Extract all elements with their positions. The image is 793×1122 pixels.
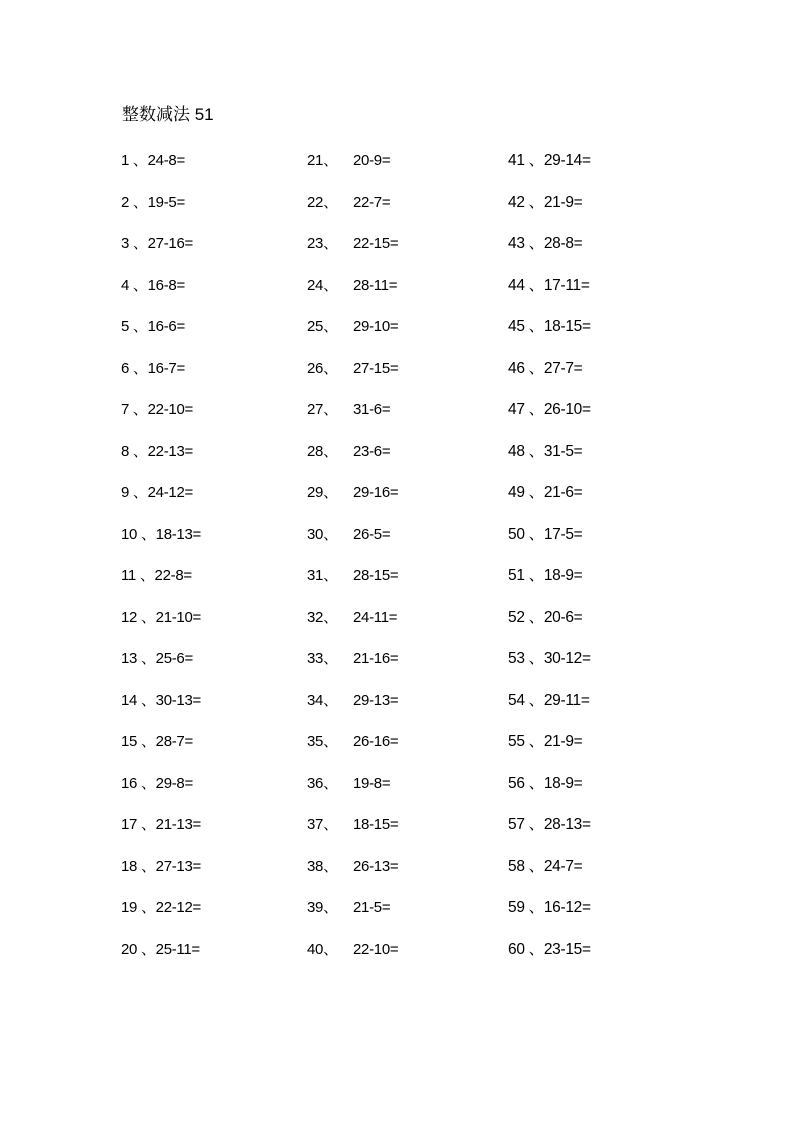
problem-number: 3 、	[121, 235, 148, 252]
problem-number: 1 、	[121, 152, 148, 169]
problem-row	[307, 151, 398, 193]
problem-row	[121, 359, 201, 401]
problem-row	[121, 566, 201, 608]
problem-number: 60 、	[508, 940, 544, 958]
problem-number: 54 、	[508, 691, 544, 709]
problem-expression: 21-9=	[543, 193, 583, 211]
problem-expression: 27-7=	[543, 359, 583, 377]
problem-number: 14 、	[121, 691, 156, 709]
problem-expression: 18-9=	[543, 774, 583, 792]
problem-expression: 31-5=	[543, 442, 583, 460]
problem-expression: 19-8=	[353, 774, 391, 792]
problem-expression: 30-13=	[155, 691, 201, 709]
problem-row	[121, 400, 201, 442]
problem-expression: 21-5=	[353, 899, 391, 916]
problem-expression: 22-7=	[353, 193, 391, 211]
problem-expression: 18-13=	[155, 525, 201, 543]
problem-number: 26、	[307, 359, 338, 377]
problem-row	[508, 483, 591, 525]
problem-number: 8 、	[121, 442, 148, 460]
problem-expression: 18-15=	[543, 318, 591, 335]
problem-row	[307, 691, 398, 733]
problem-row	[307, 608, 398, 650]
problem-expression: 30-12=	[543, 650, 591, 667]
problem-expression: 21-6=	[543, 484, 583, 501]
problem-number: 39、	[307, 899, 338, 916]
problem-number: 55 、	[508, 733, 544, 750]
problem-number: 28、	[307, 442, 338, 460]
problem-row	[508, 400, 591, 442]
problem-row	[307, 898, 398, 940]
problem-number: 6 、	[121, 359, 148, 377]
problem-row	[307, 566, 398, 608]
problem-expression: 19-5=	[147, 193, 185, 211]
problem-number: 56 、	[508, 774, 544, 792]
problem-row	[307, 442, 398, 484]
problem-number: 21、	[307, 152, 338, 169]
problem-expression: 21-10=	[155, 608, 201, 626]
problem-expression: 16-7=	[147, 359, 185, 377]
problem-row	[508, 525, 591, 567]
problem-expression: 28-15=	[353, 567, 399, 584]
problem-expression: 31-6=	[353, 401, 391, 418]
problem-column-1	[121, 151, 201, 981]
problem-expression: 28-7=	[155, 733, 193, 750]
problem-expression: 22-15=	[353, 235, 399, 252]
problem-expression: 25-11=	[155, 940, 200, 958]
problem-number: 4 、	[121, 276, 148, 294]
worksheet-title: 整数减法 51	[122, 105, 214, 124]
problem-number: 15 、	[121, 733, 156, 750]
problem-expression: 24-12=	[147, 484, 193, 501]
problem-number: 23、	[307, 235, 338, 252]
problem-row	[307, 774, 398, 816]
problem-expression: 18-15=	[353, 816, 399, 833]
problem-number: 34、	[307, 691, 338, 709]
problem-column-3	[508, 151, 591, 981]
problem-expression: 16-12=	[543, 899, 591, 916]
problem-row	[307, 815, 398, 857]
problem-expression: 29-13=	[353, 691, 399, 709]
problem-row	[121, 483, 201, 525]
problem-expression: 27-13=	[155, 857, 201, 875]
problem-row	[307, 193, 398, 235]
problem-row	[508, 732, 591, 774]
problem-number: 30、	[307, 525, 338, 543]
problem-expression: 17-11=	[543, 276, 590, 294]
problem-number: 18 、	[121, 857, 156, 875]
problem-number: 12 、	[121, 608, 156, 626]
problem-row	[307, 525, 398, 567]
problem-number: 53 、	[508, 650, 544, 667]
problem-expression: 16-8=	[147, 276, 185, 294]
problem-number: 51 、	[508, 567, 544, 584]
problem-expression: 28-13=	[543, 816, 591, 833]
problem-number: 48 、	[508, 442, 544, 460]
problem-expression: 22-10=	[147, 401, 193, 418]
problem-row	[508, 234, 591, 276]
problem-number: 44 、	[508, 276, 544, 294]
problem-row	[508, 898, 591, 940]
problem-number: 59 、	[508, 899, 544, 916]
problem-number: 47 、	[508, 401, 544, 418]
problem-row	[307, 234, 398, 276]
problem-row	[121, 732, 201, 774]
problem-number: 17 、	[121, 816, 156, 833]
problem-expression: 20-9=	[353, 152, 391, 169]
problem-row	[508, 566, 591, 608]
problem-number: 46 、	[508, 359, 544, 377]
problem-row	[121, 649, 201, 691]
problem-expression: 24-8=	[147, 152, 185, 169]
problem-row	[508, 691, 591, 733]
problem-expression: 29-11=	[543, 691, 590, 709]
problem-number: 2 、	[121, 193, 148, 211]
problem-row	[307, 732, 398, 774]
problem-number: 45 、	[508, 318, 544, 335]
problem-row	[307, 483, 398, 525]
problem-row	[121, 234, 201, 276]
problem-number: 11 、	[121, 567, 155, 584]
problem-number: 40、	[307, 940, 338, 958]
problem-row	[508, 857, 591, 899]
problem-row	[508, 276, 591, 318]
problem-row	[508, 193, 591, 235]
problem-row	[121, 193, 201, 235]
problem-number: 33、	[307, 650, 338, 667]
problem-expression: 22-10=	[353, 940, 399, 958]
problem-number: 38、	[307, 857, 338, 875]
problem-row	[121, 691, 201, 733]
problem-number: 24、	[307, 276, 338, 294]
problem-expression: 29-14=	[543, 152, 591, 169]
problem-expression: 16-6=	[147, 318, 185, 335]
problem-row	[307, 649, 398, 691]
problem-number: 20 、	[121, 940, 156, 958]
problem-number: 52 、	[508, 608, 544, 626]
problem-expression: 23-15=	[543, 940, 591, 958]
problem-row	[307, 276, 398, 318]
problem-expression: 27-16=	[147, 235, 193, 252]
problem-expression: 26-16=	[353, 733, 399, 750]
problem-number: 42 、	[508, 193, 544, 211]
problem-row	[121, 442, 201, 484]
problem-expression: 21-13=	[155, 816, 201, 833]
problem-number: 10 、	[121, 525, 156, 543]
problem-expression: 27-15=	[353, 359, 399, 377]
problem-row	[307, 857, 398, 899]
problem-row	[121, 151, 201, 193]
problem-row	[121, 815, 201, 857]
problem-expression: 28-11=	[353, 276, 398, 294]
problem-row	[121, 608, 201, 650]
problem-number: 9 、	[121, 484, 148, 501]
problem-row	[121, 940, 201, 982]
problem-number: 22、	[307, 193, 338, 211]
problem-row	[508, 649, 591, 691]
problem-row	[307, 940, 398, 982]
problem-row	[508, 442, 591, 484]
problem-expression: 17-5=	[543, 525, 583, 543]
problem-row	[508, 151, 591, 193]
problem-number: 13 、	[121, 650, 156, 667]
problem-expression: 28-8=	[543, 235, 583, 252]
problem-expression: 29-16=	[353, 484, 399, 501]
problem-column-2	[307, 151, 398, 981]
problem-row	[121, 276, 201, 318]
problem-number: 32、	[307, 608, 338, 626]
problem-row	[121, 898, 201, 940]
problem-number: 19 、	[121, 899, 156, 916]
problem-number: 36、	[307, 774, 338, 792]
problem-expression: 24-11=	[353, 608, 398, 626]
problem-row	[508, 815, 591, 857]
problem-row	[508, 359, 591, 401]
problem-row	[508, 317, 591, 359]
problem-expression: 18-9=	[543, 567, 583, 584]
problem-number: 27、	[307, 401, 338, 418]
problem-expression: 25-6=	[155, 650, 193, 667]
problem-number: 37、	[307, 816, 338, 833]
problem-number: 57 、	[508, 816, 544, 833]
problem-expression: 29-8=	[155, 774, 193, 792]
problem-expression: 26-10=	[543, 401, 591, 418]
problem-expression: 22-13=	[147, 442, 193, 460]
problem-expression: 23-6=	[353, 442, 391, 460]
problem-row	[508, 774, 591, 816]
problem-expression: 21-9=	[543, 733, 583, 750]
problem-row	[508, 608, 591, 650]
problem-expression: 26-13=	[353, 857, 399, 875]
problem-row	[121, 857, 201, 899]
problem-row	[121, 317, 201, 359]
problem-expression: 22-12=	[155, 899, 201, 916]
problem-expression: 26-5=	[353, 525, 391, 543]
problem-number: 58 、	[508, 857, 544, 875]
problem-number: 16 、	[121, 774, 156, 792]
problem-expression: 22-8=	[154, 567, 192, 584]
problem-expression: 21-16=	[353, 650, 399, 667]
problem-number: 35、	[307, 733, 338, 750]
problem-expression: 20-6=	[543, 608, 583, 626]
problem-number: 43 、	[508, 235, 544, 252]
problem-expression: 24-7=	[543, 857, 583, 875]
problem-row	[121, 525, 201, 567]
problem-number: 49 、	[508, 484, 544, 501]
problem-number: 29、	[307, 484, 338, 501]
problem-number: 25、	[307, 318, 338, 335]
problem-row	[307, 317, 398, 359]
problem-row	[307, 400, 398, 442]
problem-number: 41 、	[508, 152, 544, 169]
problem-number: 5 、	[121, 318, 148, 335]
problem-row	[307, 359, 398, 401]
problem-number: 7 、	[121, 401, 148, 418]
problem-expression: 29-10=	[353, 318, 399, 335]
problem-number: 50 、	[508, 525, 544, 543]
problem-row	[121, 774, 201, 816]
problem-row	[508, 940, 591, 982]
problem-number: 31、	[307, 567, 338, 584]
